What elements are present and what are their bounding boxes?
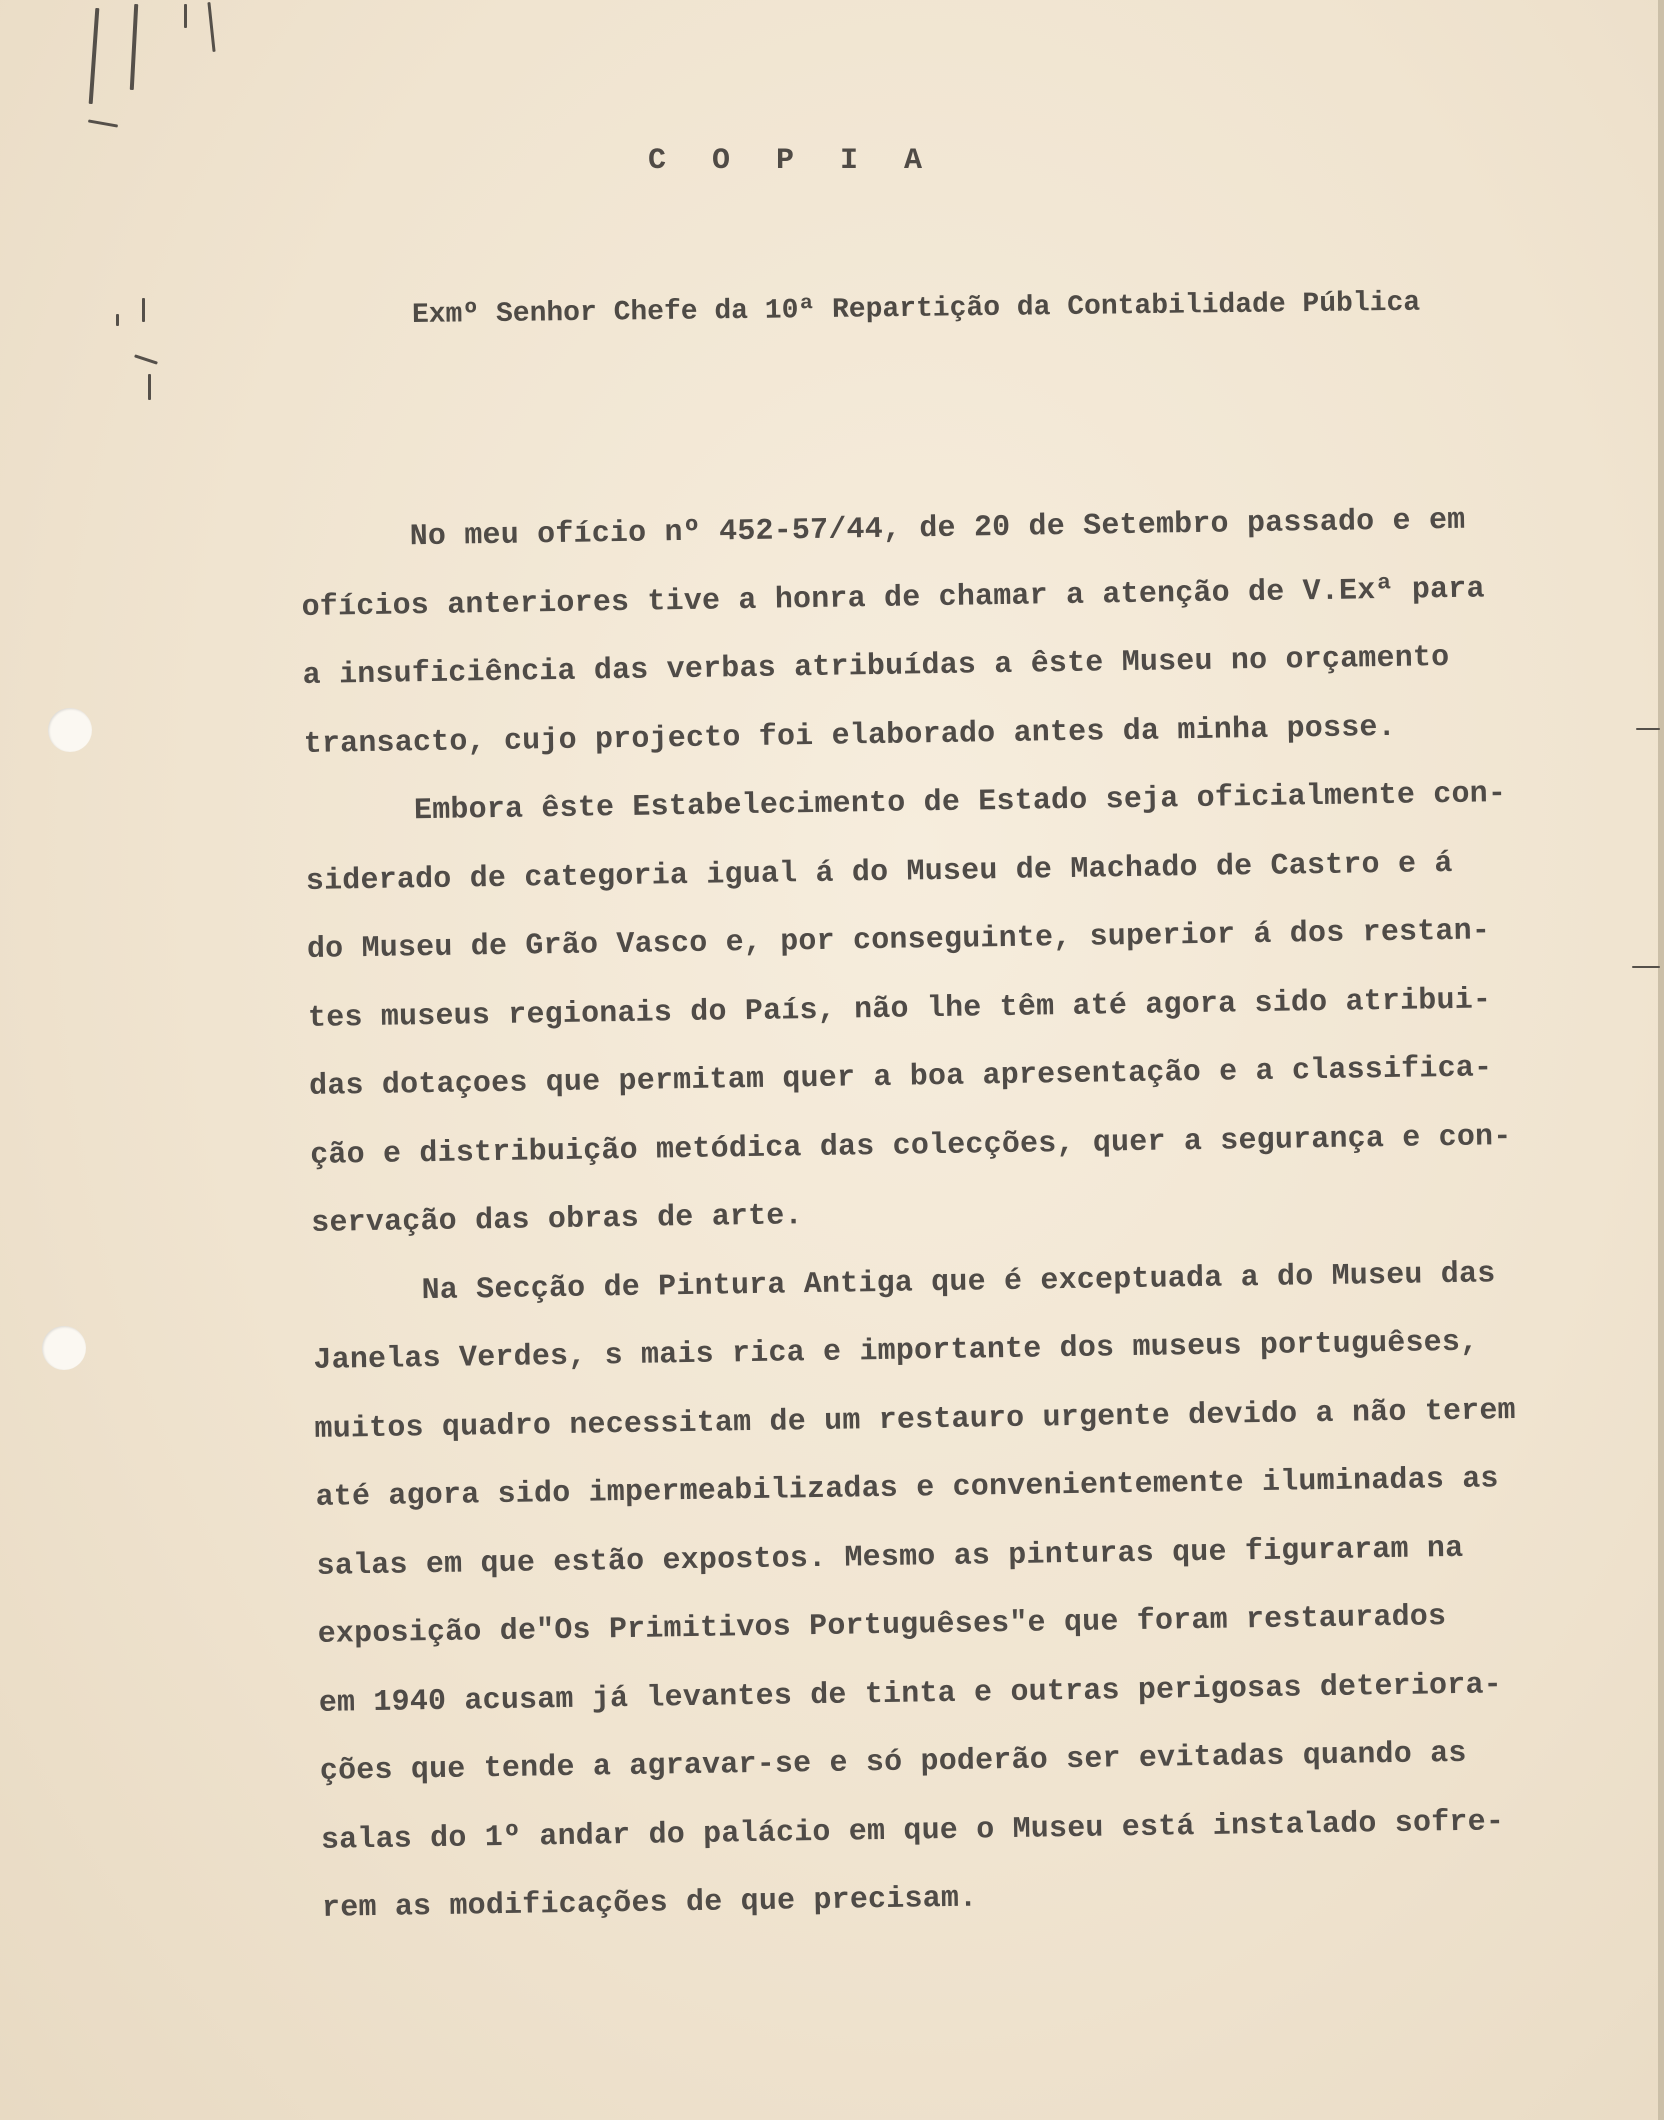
text-line: Janelas Verdes, s mais rica e importante dos museus portuguêses, — [313, 1325, 1479, 1378]
punch-hole — [48, 708, 92, 752]
text-line: em 1940 acusam já levantes de tinta e outras perigosas deteriora- — [318, 1667, 1503, 1721]
text-line: rem as modificações de que precisam. — [321, 1881, 978, 1926]
text-line: até agora sido impermeabilizadas e convenientemente iluminadas as — [315, 1462, 1499, 1515]
text-line: No meu ofício nº 452-57/44, de 20 de Setembro passado e em — [300, 503, 1466, 556]
text-line: servação das obras de arte. — [311, 1199, 803, 1241]
text-line: a insuficiência das verbas atribuídas a êste Museu no orçamento — [302, 640, 1450, 693]
ink-mark — [89, 8, 100, 104]
text-line: ção e distribuição metódica das colecções, quer a segurança e con- — [309, 1119, 1512, 1173]
text-line: do Museu de Grão Vasco e, por conseguinte, superior á dos restan- — [306, 914, 1491, 967]
addressee-line: Exmº Senhor Chefe da 10ª Repartição da Contabilidade Pública — [411, 287, 1421, 331]
text-line: salas do 1º andar do palácio em que o Museu está instalado sofre- — [320, 1804, 1505, 1858]
text-line: exposição de"Os Primitivos Portuguêses"e que foram restaurados — [317, 1600, 1447, 1652]
text-line: siderado de categoria igual á do Museu de Machado de Castro e á — [305, 846, 1453, 899]
ink-mark — [116, 314, 119, 326]
punch-hole — [42, 1326, 86, 1370]
text-line: tes museus regionais do País, não lhe têm até agora sido atribui- — [307, 982, 1492, 1036]
ink-mark — [88, 119, 118, 127]
letter-body — [300, 484, 1662, 1943]
text-line: ofícios anteriores tive a honra de chamar a atenção de V.Exª para — [301, 571, 1485, 625]
text-line: muitos quadro necessitam de um restauro urgente devido a não terem — [314, 1393, 1517, 1447]
ink-mark — [148, 374, 151, 400]
document-title: C O P I A — [648, 144, 937, 178]
text-line: salas em que estão expostos. Mesmo as pinturas que figuraram na — [316, 1531, 1464, 1584]
ink-mark — [184, 4, 187, 28]
text-line: das dotaçoes que permitam quer a boa apresentação e a classifica- — [308, 1051, 1493, 1104]
text-line: ções que tende a agravar-se e só poderão ser evitadas quando as — [319, 1736, 1467, 1789]
text-line: Na Secção de Pintura Antiga que é exceptuada a do Museu das — [312, 1256, 1496, 1310]
text-line: transacto, cujo projecto foi elaborado antes da minha posse. — [303, 710, 1397, 762]
ink-mark — [207, 2, 215, 52]
ink-mark — [134, 354, 158, 364]
ink-mark — [142, 298, 145, 322]
text-line: Embora êste Estabelecimento de Estado seja oficialmente con- — [304, 777, 1507, 830]
ink-mark — [130, 4, 138, 90]
